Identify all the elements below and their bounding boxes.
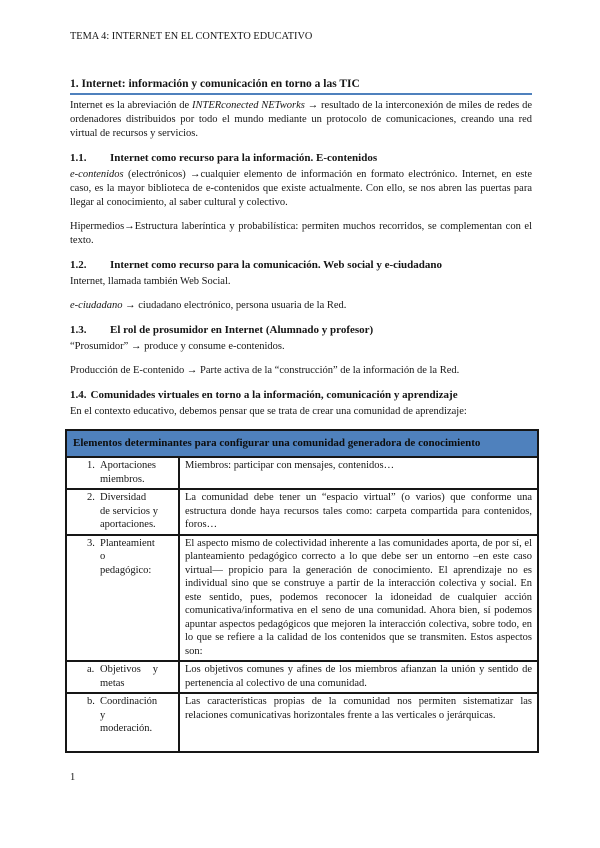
heading-section-1-4 (70, 388, 532, 403)
heading-section-1-2 (70, 258, 532, 273)
table-header-cell: Elementos determinantes para configurar una comunidad generadora de conocimiento (66, 430, 538, 457)
heading-1-4-title: Comunidades virtuales en torno a la información, comunicación y aprendizaje (90, 389, 458, 401)
table-row-b (66, 693, 538, 752)
heading-1-3-title: El rol de prosumidor en Internet (Alumnado y profesor) (110, 324, 374, 336)
table-row-2-label (72, 491, 173, 532)
table-row-1-number: 1. (87, 460, 95, 471)
s14-paragraph-1: En el contexto educativo, debemos pensar que se trata de crear una comunidad de aprendizaje: (70, 406, 467, 417)
table-row-b-label-text: Coordinación y moderación. (100, 696, 158, 734)
table-header-row (66, 430, 538, 457)
table-row-b-text-cell: Las características propias de la comunidad nos permiten sistematizar las relaciones comunicativas horizontales frente a las verticales o jerárquicas. (179, 693, 538, 752)
s11-paragraph-1-text: (electrónicos) →cualquier elemento de información en formato electrónico. Internet, en este caso, es la mayor biblioteca de e-contenidos que existe actualmente. Con ello, se nos abren las puertas para llegar al conocimiento, al saber cultural y colectivo. (70, 169, 532, 208)
heading-1-1-number: 1.1. (70, 152, 87, 164)
table-row-a-number: a. (87, 664, 95, 675)
intro-paragraph (70, 99, 532, 141)
running-header: TEMA 4: INTERNET EN EL CONTEXTO EDUCATIVO (70, 31, 313, 42)
table-row-b-label (72, 695, 173, 736)
table-row-3-label-cell (66, 535, 179, 662)
s13-paragraph-2: Producción de E-contenido → Parte activa de la “construcción” de la información de la Red. (70, 365, 460, 376)
s12-paragraph-2-text: → ciudadano electrónico, persona usuaria de la Red. (122, 300, 347, 311)
table-row-2-number: 2. (87, 492, 95, 503)
table-row-b-label-cell (66, 693, 179, 752)
heading-1-1-title: Internet como recurso para la información. E-contenidos (110, 152, 378, 164)
table-row-2 (66, 489, 538, 535)
table-row-3-label (72, 537, 173, 578)
table-row-1-label (72, 459, 173, 486)
s12-paragraph-2 (70, 299, 532, 313)
table-row-2-label-cell (66, 489, 179, 535)
table-row-b-number: b. (87, 696, 95, 707)
table-row-1-label-text: Aportaciones miembros. (100, 460, 156, 485)
table-row-2-label-text: Diversidad de servicios y aportaciones. (100, 492, 158, 530)
heading-section-1-1 (70, 151, 532, 166)
heading-1-2-title: Internet como recurso para la comunicación. Web social y e-ciudadano (110, 259, 443, 271)
s11-paragraph-2: Hipermedios→Estructura laberíntica y probabilística: permiten muchos recorridos, se complementan con el texto. (70, 221, 532, 246)
table-row-1-text-cell: Miembros: participar con mensajes, contenidos… (179, 457, 538, 489)
intro-text-pre: Internet es la abreviación de (70, 100, 192, 111)
table-row-a-text-cell: Los objetivos comunes y afines de los miembros afianzan la unión y sentido de pertenencia al colectivo de una comunidad. (179, 661, 538, 693)
heading-section-1-3 (70, 323, 532, 338)
page-number: 1 (70, 772, 76, 783)
elements-table (65, 429, 539, 753)
s11-paragraph-1 (70, 168, 532, 210)
s12-italic-term: e-ciudadano (70, 300, 123, 311)
intro-text-post: → resultado de la interconexión de miles de redes de ordenadores distribuidos por todo el mundo mediante un protocolo de comunicaciones, creando una red virtual de recursos y servicios. (70, 100, 532, 139)
table-row-a-label-cell (66, 661, 179, 693)
heading-1-3-number: 1.3. (70, 324, 87, 336)
table-row-1-label-cell (66, 457, 179, 489)
heading-1-2-number: 1.2. (70, 259, 87, 271)
intro-italic-term: INTERconected NETworks (192, 100, 305, 111)
table-row-a (66, 661, 538, 693)
heading-section-1: 1. Internet: información y comunicación en torno a las TIC (70, 77, 532, 95)
table-row-2-text-cell: La comunidad debe tener un “espacio virtual” (o varios) que conforme una estructura donde haya recursos tales como: carpeta compartida para contenidos, foros… (179, 489, 538, 535)
table-row-a-label-text: Objetivos y metas (100, 664, 158, 689)
table-row-3-label-text: Planteamiento pedagógico: (100, 537, 155, 576)
table-row-3 (66, 535, 538, 662)
s12-paragraph-1: Internet, llamada también Web Social. (70, 276, 231, 287)
table-row-a-label (72, 663, 173, 690)
heading-1-4-number: 1.4. (70, 389, 87, 401)
table-row-1 (66, 457, 538, 489)
s11-italic-term: e-contenidos (70, 169, 124, 180)
s13-paragraph-1: “Prosumidor” → produce y consume e-contenidos. (70, 341, 285, 352)
table-row-3-text-cell: El aspecto mismo de colectividad inherente a las comunidades aporta, de por sí, el planteamiento pedagógico correcto a lo que debe ser un entorno –en este caso virtual— propicio para la generación de conocimiento. El aprendizaje no es individual sino que se construye a partir de la interacción colectiva y social. En este sentido, pues, podemos reconocer la idoneidad de cualquier acción comunicativa/informativa en el seno de una comunidad. Ahora bien, sí podemos apuntar aspectos pedagógicos que mejoren la interacción colectiva, sobre todo, en lo que se refiere a la calidad de los contenidos que se transmiten. Estos aspectos son: (179, 535, 538, 662)
table-row-3-number: 3. (87, 537, 95, 549)
